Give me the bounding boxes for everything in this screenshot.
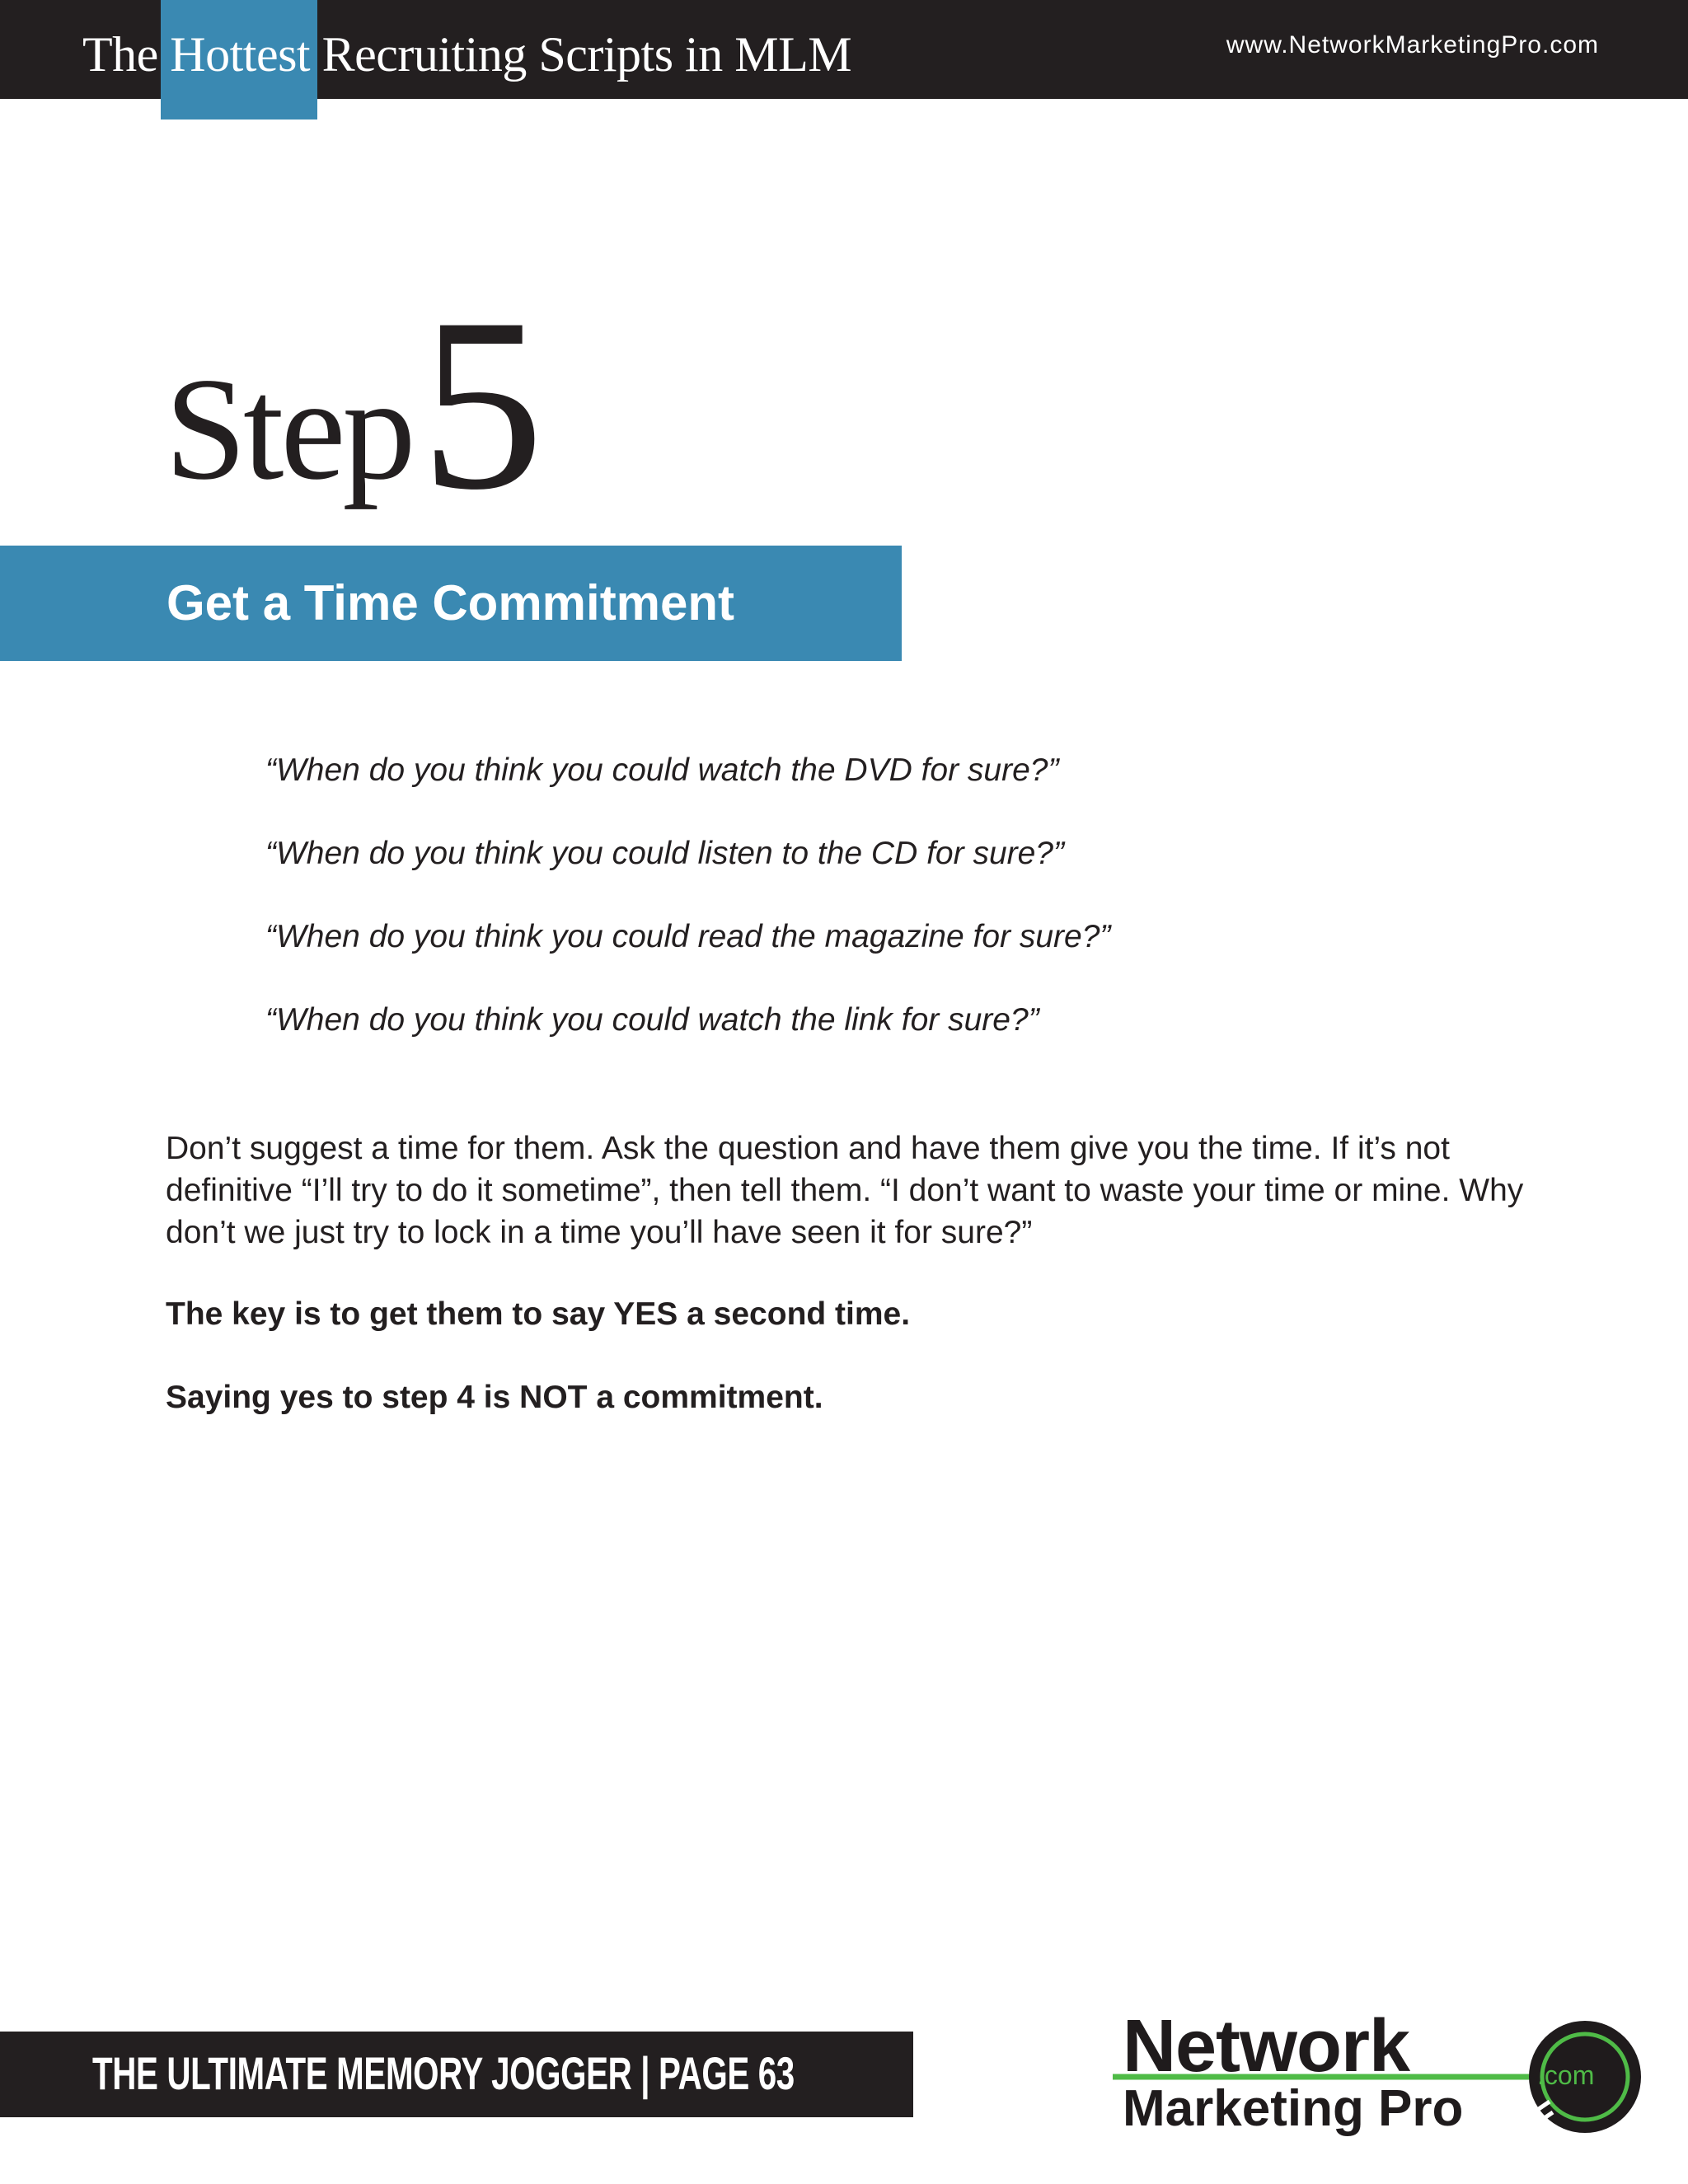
step-label: Step (165, 347, 413, 510)
body-paragraph: Don’t suggest a time for them. Ask the question and have them give you the time. If it’s not definitive “I’ll try to do it sometime”, then tell them. “I don’t want to waste your time or mine. Why don’t we just try to lock in a time you’ll have seen it for sure?” (166, 1131, 1524, 1250)
network-marketing-pro-logo (1104, 1994, 1648, 2159)
quote-item: “When do you think you could watch the DVD for sure?” (265, 752, 1059, 788)
logo-word-network: Network (1123, 2005, 1410, 2088)
quote-item: “When do you think you could read the magazine for sure?” (265, 919, 1111, 954)
key-statement-2: Saying yes to step 4 is NOT a commitment. (166, 1380, 823, 1415)
website-url: www.NetworkMarketingPro.com (1226, 31, 1599, 59)
logo-dotcom: .com (1537, 2060, 1595, 2090)
logo-circle-notch (1515, 2011, 1540, 2039)
section-title: Get a Time Commitment (166, 575, 735, 630)
quote-item: “When do you think you could listen to the CD for sure?” (265, 836, 1064, 871)
document-title (82, 21, 851, 87)
title-part-1: The (82, 27, 158, 82)
footer-page-label: THE ULTIMATE MEMORY JOGGER | PAGE 63 (92, 2047, 795, 2099)
key-statement-1: The key is to get them to say YES a second time. (166, 1296, 911, 1332)
logo-word-marketing-pro: Marketing Pro (1123, 2080, 1464, 2137)
quote-list (265, 750, 1502, 1083)
step-number: 5 (420, 267, 544, 541)
quote-item: “When do you think you could watch the link for sure?” (265, 1002, 1039, 1038)
title-highlight: Hottest (170, 27, 311, 82)
title-part-2: Recruiting Scripts in MLM (321, 27, 852, 82)
